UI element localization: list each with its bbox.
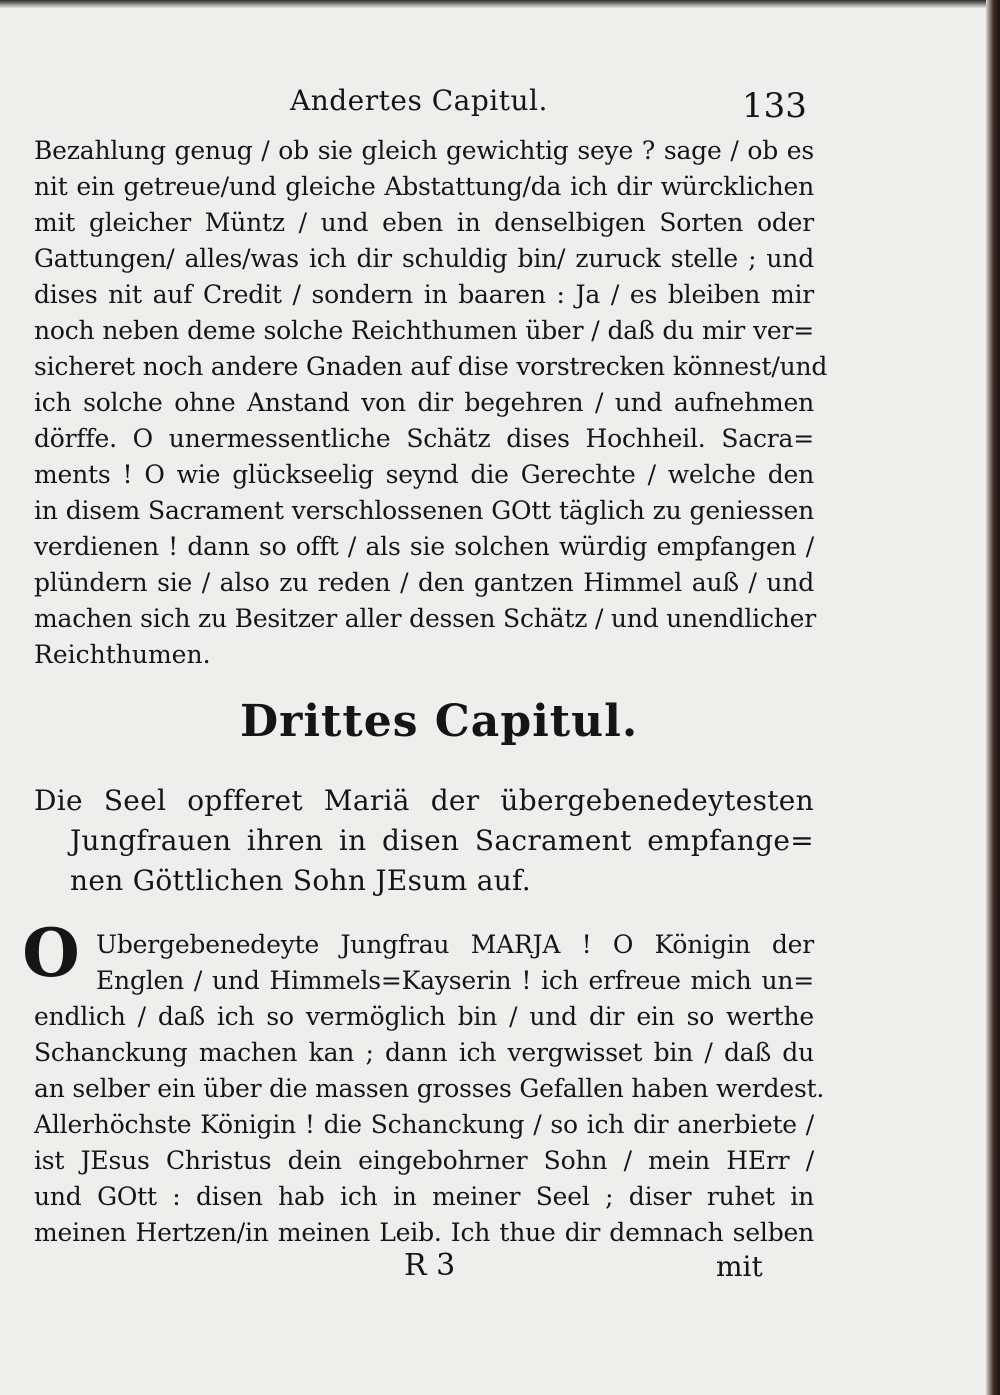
drop-cap: O <box>22 914 80 992</box>
body-line: dises nit auf Credit / sondern in baaren : Ja / es bleiben mir <box>34 280 814 309</box>
body-line: an selber ein über die massen grosses Gefallen haben werdest. <box>34 1074 825 1103</box>
body-line: Bezahlung genug / ob sie gleich gewichtig seye ? sage / ob es <box>34 136 814 165</box>
chapter-title: Drittes Capitul. <box>240 696 639 747</box>
catchword: mit <box>716 1250 763 1283</box>
body-line: ments ! O wie glückseelig seynd die Gerechte / welche den <box>34 460 814 489</box>
body-line: Schanckung machen kan ; dann ich vergwisset bin / daß du <box>34 1038 814 1067</box>
page-top-edge <box>0 0 1000 8</box>
body-line: noch neben deme solche Reichthumen über / daß du mir ver= <box>34 316 814 345</box>
body-line: machen sich zu Besitzer aller dessen Schätz / und unendlicher <box>34 604 817 633</box>
body-line: mit gleicher Müntz / und eben in denselbigen Sorten oder <box>34 208 814 237</box>
body-line: ich solche ohne Anstand von dir begehren / und aufnehmen <box>34 388 814 417</box>
chapter-summary-line: nen Göttlichen Sohn JEsum auf. <box>70 864 531 897</box>
body-line: Allerhöchste Königin ! die Schanckung / so ich dir anerbiete / <box>34 1110 814 1139</box>
body-line: endlich / daß ich so vermöglich bin / und dir ein so werthe <box>34 1002 814 1031</box>
body-line: nit ein getreue/und gleiche Abstattung/da ich dir würcklichen <box>34 172 814 201</box>
body-line: meinen Hertzen/in meinen Leib. Ich thue dir demnach selben <box>34 1218 814 1247</box>
body-line: plündern sie / also zu reden / den gantzen Himmel auß / und <box>34 568 814 597</box>
page-number: 133 <box>742 86 807 126</box>
chapter-summary-line: Jungfrauen ihren in disen Sacrament empfange= <box>70 824 814 857</box>
body-line: Englen / und Himmels=Kayserin ! ich erfreue mich un= <box>96 966 814 995</box>
body-line: ist JEsus Christus dein eingebohrner Sohn / mein HErr / <box>34 1146 814 1175</box>
body-line: sicheret noch andere Gnaden auf dise vorstrecken könnest/und <box>34 352 828 381</box>
body-line: in disem Sacrament verschlossenen GOtt täglich zu geniessen <box>34 496 814 525</box>
body-line: dörffe. O unermessentliche Schätz dises Hochheil. Sacra= <box>34 424 814 453</box>
running-title: Andertes Capitul. <box>290 84 548 117</box>
chapter-summary-line: Die Seel opfferet Mariä der übergebenedeytesten <box>34 784 814 817</box>
body-line: Ubergebenedeyte Jungfrau MARJA ! O Königin der <box>96 930 814 959</box>
body-line: verdienen ! dann so offt / als sie solchen würdig empfangen / <box>34 532 814 561</box>
signature-mark: R 3 <box>404 1248 456 1283</box>
body-line: Gattungen/ alles/was ich dir schuldig bin/ zuruck stelle ; und <box>34 244 814 273</box>
body-line-last: Reichthumen. <box>34 640 211 669</box>
body-line: und GOtt : disen hab ich in meiner Seel ; diser ruhet in <box>34 1182 814 1211</box>
page-right-edge <box>986 0 1000 1395</box>
